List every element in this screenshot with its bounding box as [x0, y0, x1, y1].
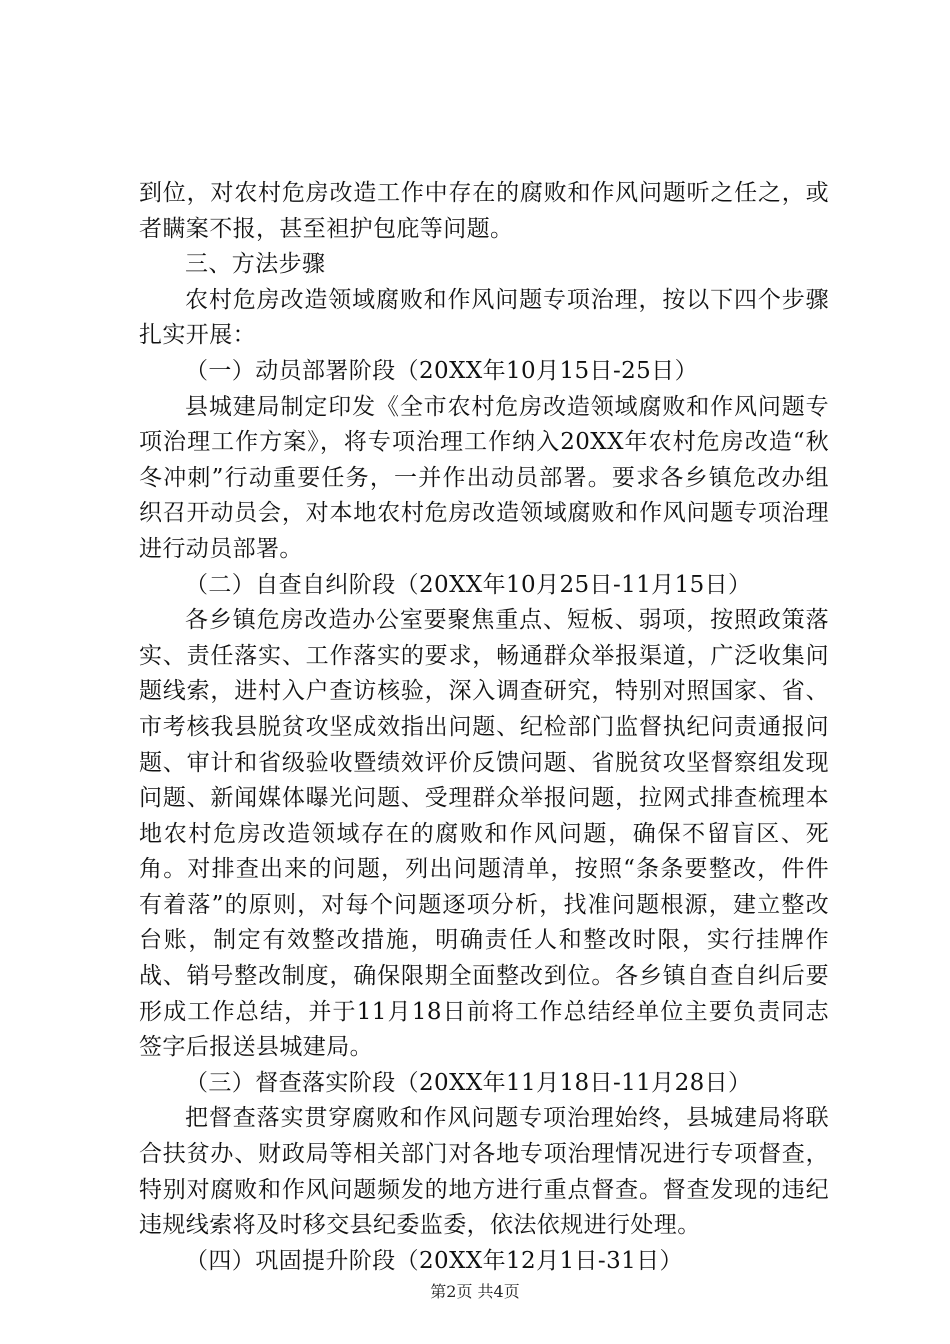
- stage-heading-4: （四）巩固提升阶段（20XX年12月1日-31日）: [185, 1247, 683, 1274]
- paragraph: 县城建局制定印发《全市农村危房改造领域腐败和作风问题专项治理工作方案》，将专项治理工作纳入20XX年农村危房改造“秋冬冲刺”行动重要任务，一并作出动员部署。要求各乡镇危改办组织召开动员会，对本地农村危房改造领域腐败和作风问题专项治理进行动员部署。: [139, 393, 829, 562]
- stage-heading-3: （三）督查落实阶段（20XX年11月18日-11月28日）: [185, 1069, 752, 1096]
- paragraph-continuation: 到位，对农村危房改造工作中存在的腐败和作风问题听之任之，或者瞒案不报，甚至袒护包庇等问题。: [139, 180, 829, 242]
- paragraph: 各乡镇危房改造办公室要聚焦重点、短板、弱项，按照政策落实、责任落实、工作落实的要求，畅通群众举报渠道，广泛收集问题线索，进村入户查访核验，深入调查研究，特别对照国家、省、市考核我县脱贫攻坚成效指出问题、纪检部门监督执纪问责通报问题、审计和省级验收暨绩效评价反馈问题、省脱贫攻坚督察组发现问题、新闻媒体曝光问题、受理群众举报问题，拉网式排查梳理本地农村危房改造领域存在的腐败和作风问题，确保不留盲区、死角。对排查出来的问题，列出问题清单，按照“条条要整改，件件有着落”的原则，对每个问题逐项分析，找准问题根源，建立整改台账，制定有效整改措施，明确责任人和整改时限，实行挂牌作战、销号整改制度，确保限期全面整改到位。各乡镇自查自纠后要形成工作总结，并于11月18日前将工作总结经单位主要负责同志签字后报送县城建局。: [139, 607, 829, 1061]
- paragraph: 农村危房改造领域腐败和作风问题专项治理，按以下四个步骤扎实开展：: [139, 286, 829, 349]
- document-body: [139, 176, 829, 1279]
- stage-heading-2: （二）自查自纠阶段（20XX年10月25日-11月15日）: [185, 571, 752, 598]
- page-footer: 第2页 共4页: [430, 1282, 520, 1301]
- stage-heading-1: （一）动员部署阶段（20XX年10月15日-25日）: [185, 357, 698, 384]
- paragraph: 把督查落实贯穿腐败和作风问题专项治理始终，县城建局将联合扶贫办、财政局等相关部门对各地专项治理情况进行专项督查，特别对腐败和作风问题频发的地方进行重点督查。督查发现的违纪违规线索将及时移交县纪委监委，依法依规进行处理。: [139, 1105, 829, 1239]
- section-heading: 三、方法步骤: [185, 251, 326, 278]
